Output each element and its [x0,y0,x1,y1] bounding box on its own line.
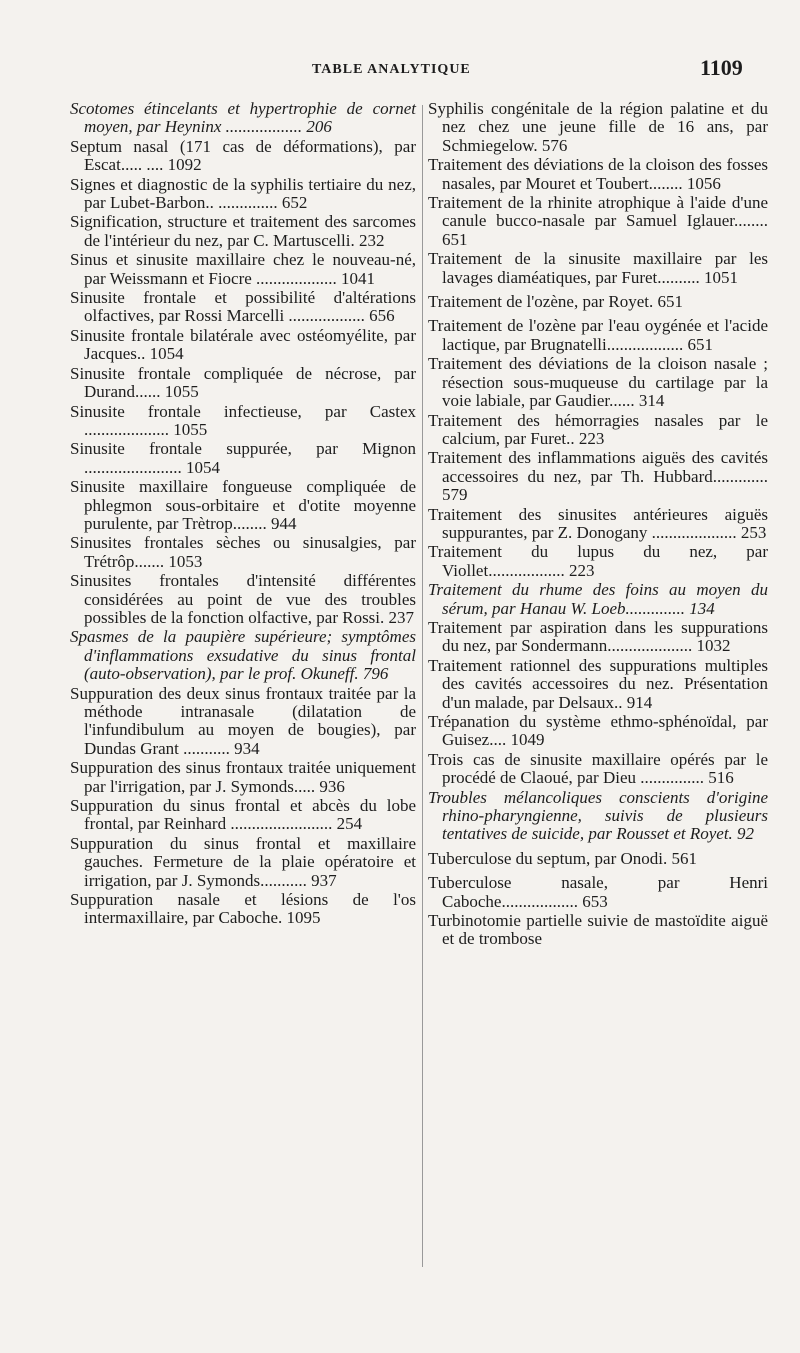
index-entry: Traitement rationnel des suppurations multiples des cavités accessoires du nez. Présentation d'un malade, par Delsaux.. 914 [428,655,768,712]
index-entry: Suppuration du sinus frontal et maxillaire gauches. Fermeture de la plaie opératoire et irrigation, par J. Symonds........... 937 [70,833,416,890]
index-entry: Traitement de l'ozène par l'eau oygénée et l'acide lactique, par Brugnatelli.................. 651 [428,316,768,354]
running-header: TABLE ANALYTIQUE [312,62,471,77]
index-entry: Traitement des déviations de la cloison nasale ; résection sous-muqueuse du cartilage par la voie labiale, par Gaudier...... 314 [428,354,768,411]
index-entry: Traitement des inflammations aiguës des cavités accessoires du nez, par Th. Hubbard............. 579 [428,448,768,505]
index-entry: Sinusite frontale bilatérale avec ostéomyélite, par Jacques.. 1054 [70,325,416,364]
index-entry: Traitement par aspiration dans les suppurations du nez, par Sondermann.................... 1032 [428,617,768,656]
index-entry: Sinusite frontale infectieuse, par Castex .................... 1055 [70,401,416,439]
page-number: 1109 [700,55,743,80]
index-entry: Traitement des sinusites antérieures aiguës suppurantes, par Z. Donogany .................... 253 [428,504,768,542]
index-entry: Traitement du lupus du nez, par Viollet.................. 223 [428,542,768,580]
index-entry: Sinusites frontales d'intensité différentes considérées au point de vue des troubles possibles de la fonction olfactive, par Rossi. 237 [70,571,416,627]
index-entry: Traitement de la sinusite maxillaire par les lavages diaméatiques, par Furet.......... 1051 [428,249,768,287]
index-entry: Traitement de l'ozène, par Royet. 651 [428,292,684,312]
index-entry: Septum nasal (171 cas de déformations), par Escat..... .... 1092 [70,136,416,175]
index-entry: Traitement du rhume des foins au moyen du sérum, par Hanau W. Loeb.............. 134 [428,580,768,618]
index-entry: Traitement de la rhinite atrophique à l'aide d'une canule bucco-nasale par Samuel Iglauer........ 651 [428,193,768,249]
index-entry: Traitement des déviations de la cloison des fosses nasales, par Mouret et Toubert........ 1056 [428,155,768,193]
index-entry: Sinusite frontale et possibilité d'altérations olfactives, par Rossi Marcelli .................. 656 [70,288,416,326]
index-entry: Suppuration des deux sinus frontaux traitée par la méthode intranasale (dilatation de l'infundibulum au moyen de bougies), par Dundas Grant ........... 934 [70,683,416,758]
index-entry: Suppuration nasale et lésions de l'os intermaxillaire, par Caboche. 1095 [70,890,416,928]
index-entry: Signes et diagnostic de la syphilis tertiaire du nez, par Lubet-Barbon.. .............. 652 [70,174,416,213]
index-entry: Troubles mélancoliques conscients d'origine rhino-pharyngienne, suivis de plusieurs tentatives de suicide, par Rousset et Royet. 92 [428,787,768,844]
index-entry: Signification, structure et traitement des sarcomes de l'intérieur du nez, par C. Martuscelli. 232 [70,212,416,250]
index-entry: Scotomes étincelants et hypertrophie de cornet moyen, par Heyninx .................. 206 [70,99,416,137]
index-entry: Spasmes de la paupière supérieure; symptômes d'inflammations exsudative du sinus frontal (auto-observation), par le prof. Okuneff. 796 [70,627,416,684]
index-entry: Tuberculose du septum, par Onodi. 561 [428,848,697,868]
right-column [428,100,768,950]
index-entry: Turbinotomie partielle suivie de mastoïdite aiguë et de trombose [428,911,768,949]
left-column [70,100,416,929]
index-entry: Syphilis congénitale de la région palatine et du nez chez une jeune fille de 16 ans, par Schmiegelow. 576 [428,99,768,155]
index-entry: Suppuration des sinus frontaux traitée uniquement par l'irrigation, par J. Symonds..... 936 [70,758,416,796]
index-entry: Trépanation du système ethmo-sphénoïdal, par Guisez.... 1049 [428,712,768,750]
index-entry: Sinus et sinusite maxillaire chez le nouveau-né, par Weissmann et Fiocre ................... 1041 [70,250,416,288]
index-entry: Trois cas de sinusite maxillaire opérés par le procédé de Claoué, par Dieu ............... 516 [428,749,768,788]
index-entry: Traitement des hémorragies nasales par le calcium, par Furet.. 223 [428,410,768,448]
index-entry: Tuberculose nasale, par Henri Caboche.................. 653 [428,873,768,911]
index-entry: Sinusites frontales sèches ou sinusalgies, par Trétrôp....... 1053 [70,533,416,571]
index-entry: Suppuration du sinus frontal et abcès du lobe frontal, par Reinhard ........................ 254 [70,796,416,834]
index-entry: Sinusite frontale compliquée de nécrose, par Durand...... 1055 [70,363,416,402]
index-entry: Sinusite frontale suppurée, par Mignon ....................... 1054 [70,439,416,477]
column-divider [422,105,423,1267]
index-entry: Sinusite maxillaire fongueuse compliquée de phlegmon sous-orbitaire et d'otite moyenne purulente, par Trètrop........ 944 [70,477,416,533]
